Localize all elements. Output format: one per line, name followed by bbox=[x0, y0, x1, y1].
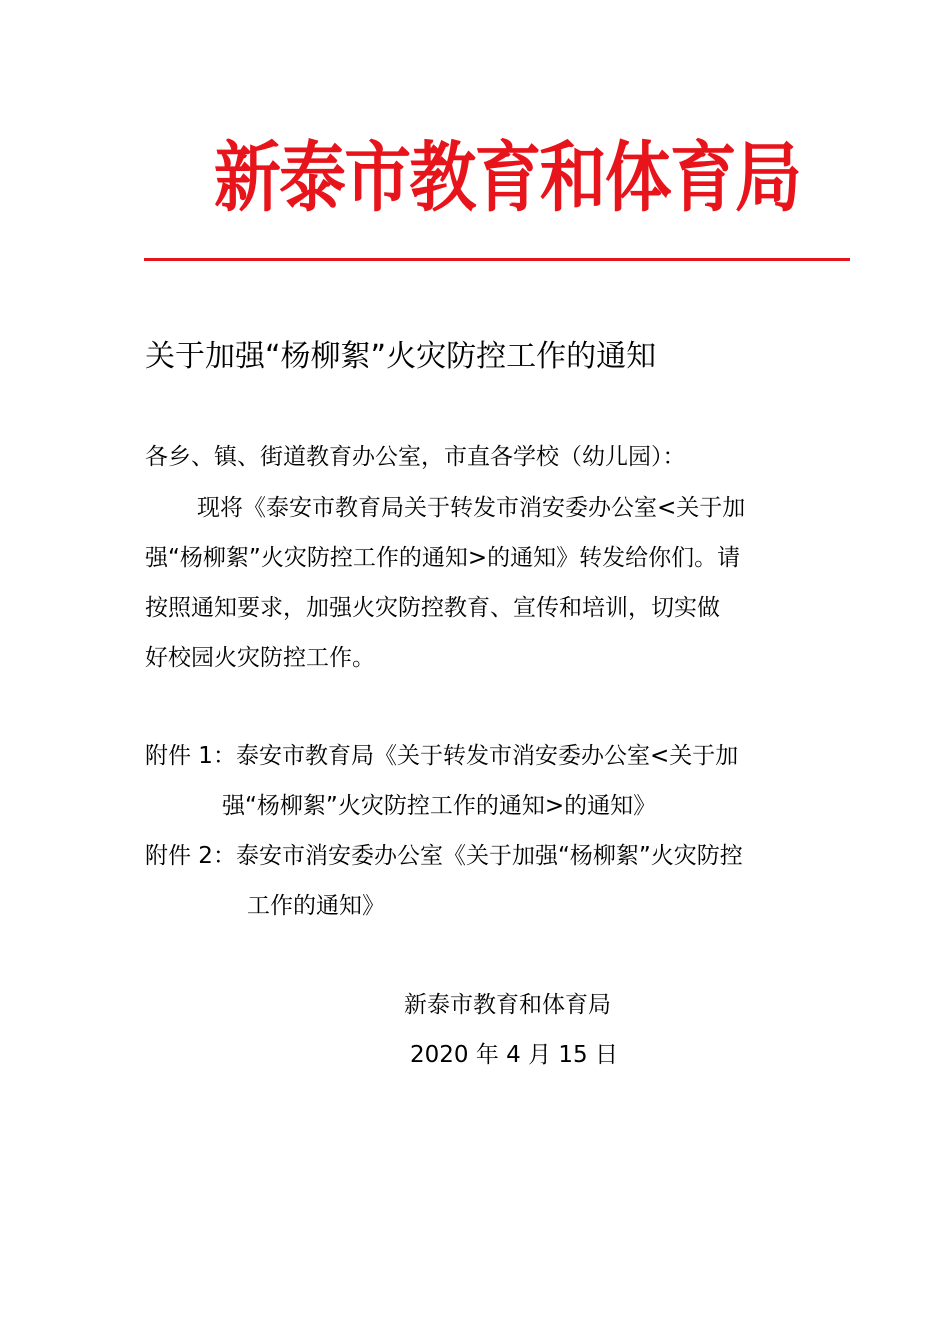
attachment-1-line-1: 附件 1：泰安市教育局《关于转发市消安委办公室<关于加 bbox=[145, 743, 739, 769]
attachment-1-line-2: 强“杨柳絮”火灾防控工作的通知>的通知》 bbox=[222, 793, 657, 819]
issue-date: 2020 年 4 月 15 日 bbox=[410, 1042, 618, 1068]
attachment-2-line-1: 附件 2：泰安市消安委办公室《关于加强“杨柳絮”火灾防控 bbox=[145, 843, 743, 869]
addressee-line: 各乡、镇、街道教育办公室，市直各学校（幼儿园）： bbox=[145, 444, 686, 470]
body-paragraph-line: 现将《泰安市教育局关于转发市消安委办公室<关于加 bbox=[197, 495, 746, 521]
issuer-signature: 新泰市教育和体育局 bbox=[404, 992, 611, 1018]
body-paragraph-line: 强“杨柳絮”火灾防控工作的通知>的通知》转发给你们。请 bbox=[145, 545, 741, 571]
attachment-2-line-2: 工作的通知》 bbox=[247, 893, 385, 919]
body-paragraph-line: 按照通知要求，加强火灾防控教育、宣传和培训，切实做 bbox=[145, 595, 720, 621]
body-paragraph-line: 好校园火灾防控工作。 bbox=[145, 645, 375, 671]
masthead-title: 新泰市教育和体育局 bbox=[214, 133, 801, 222]
document-title: 关于加强“杨柳絮”火灾防控工作的通知 bbox=[145, 339, 657, 374]
red-divider-rule bbox=[144, 258, 850, 261]
